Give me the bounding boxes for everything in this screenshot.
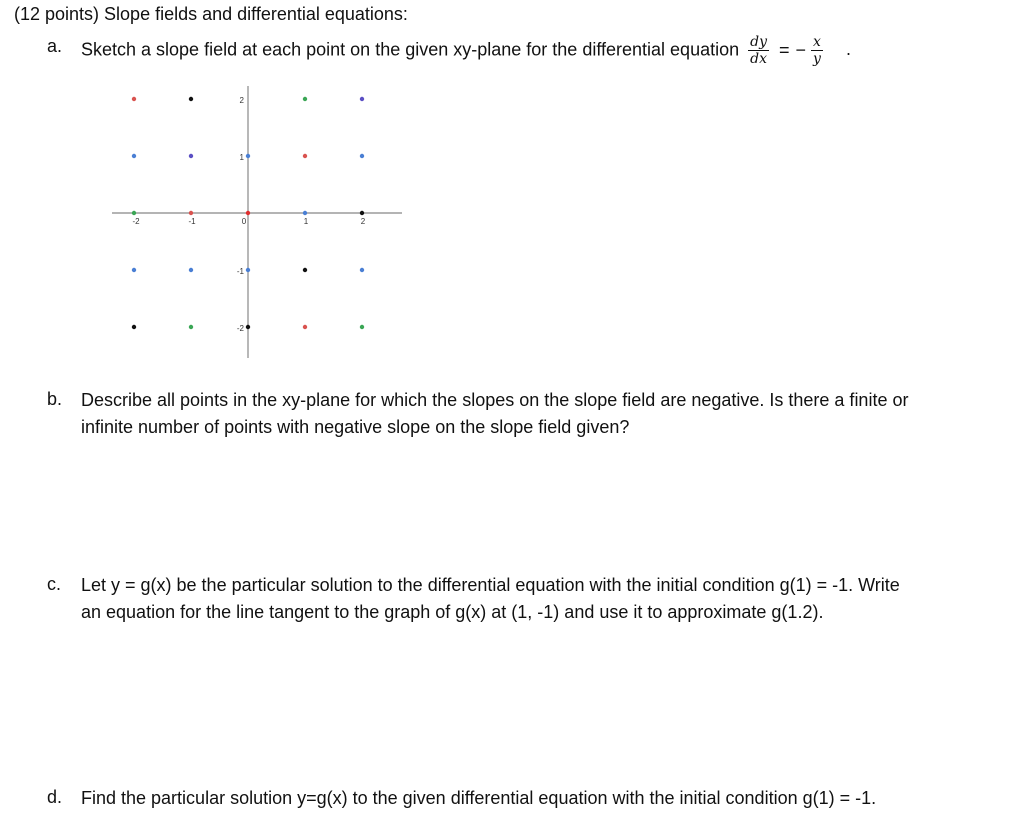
grid-point xyxy=(189,97,193,101)
part-b-line-2: infinite number of points with negative slope on the slope field given? xyxy=(81,417,630,437)
part-c-letter: c. xyxy=(47,574,62,594)
grid-point xyxy=(189,154,193,158)
grid-point xyxy=(132,211,136,215)
part-c-line-1: Let y = g(x) be the particular solution to the differential equation with the initial condition g(1) = -1. Write xyxy=(81,575,900,595)
grid-point xyxy=(303,97,307,101)
dy-numerator: dy xyxy=(750,34,767,50)
dy-dx-fraction xyxy=(748,34,769,67)
grid-point xyxy=(189,268,193,272)
grid-point xyxy=(132,154,136,158)
grid-point xyxy=(303,211,307,215)
grid-point xyxy=(189,211,193,215)
part-b-line-1: Describe all points in the xy-plane for which the slopes on the slope field are negative. Is there a finite or xyxy=(81,390,909,410)
grid-point xyxy=(360,268,364,272)
dx-denominator: dx xyxy=(750,51,767,67)
grid-point xyxy=(360,211,364,215)
y-tick-label: 1 xyxy=(239,153,244,162)
y-tick-label: 2 xyxy=(239,96,244,105)
y-tick-labels xyxy=(237,96,245,333)
grid-point xyxy=(246,325,250,329)
part-a-text: Sketch a slope field at each point on the given xy-plane for the differential equation xyxy=(81,39,740,60)
grid-point xyxy=(246,154,250,158)
y-denominator: y xyxy=(813,51,821,67)
grid-point xyxy=(303,268,307,272)
part-d-letter: d. xyxy=(47,787,63,807)
grid-point xyxy=(303,325,307,329)
grid-point xyxy=(246,268,250,272)
x-tick-labels xyxy=(132,217,365,226)
equation-period: . xyxy=(845,39,851,60)
part-a-letter: a. xyxy=(47,36,63,56)
x-tick-label: -1 xyxy=(188,217,196,226)
part-b-letter: b. xyxy=(47,389,63,409)
grid-point xyxy=(132,97,136,101)
grid-point xyxy=(360,325,364,329)
grid-point xyxy=(303,154,307,158)
page-title: (12 points) Slope fields and differential equations: xyxy=(14,4,408,24)
y-tick-label: -1 xyxy=(236,267,244,276)
grid-point xyxy=(246,211,250,215)
x-tick-label: 1 xyxy=(303,217,309,226)
grid-point xyxy=(360,154,364,158)
x-over-y-fraction xyxy=(811,34,823,67)
grid-point xyxy=(189,325,193,329)
equals-sign: = xyxy=(779,40,790,60)
minus-sign: − xyxy=(795,40,807,60)
grid-point xyxy=(360,97,364,101)
part-d-line-1: Find the particular solution y=g(x) to the given differential equation with the initial condition g(1) = -1. xyxy=(81,788,877,808)
xy-plane xyxy=(0,0,420,370)
x-numerator: x xyxy=(813,34,821,50)
grid-point xyxy=(132,268,136,272)
y-tick-label: -2 xyxy=(236,324,244,333)
part-c-line-2: an equation for the line tangent to the graph of g(x) at (1, -1) and use it to approximate g(1.2). xyxy=(81,602,824,622)
grid-point xyxy=(132,325,136,329)
x-tick-label: -2 xyxy=(132,217,140,226)
x-tick-label: 2 xyxy=(360,217,366,226)
x-tick-label: 0 xyxy=(241,217,247,226)
